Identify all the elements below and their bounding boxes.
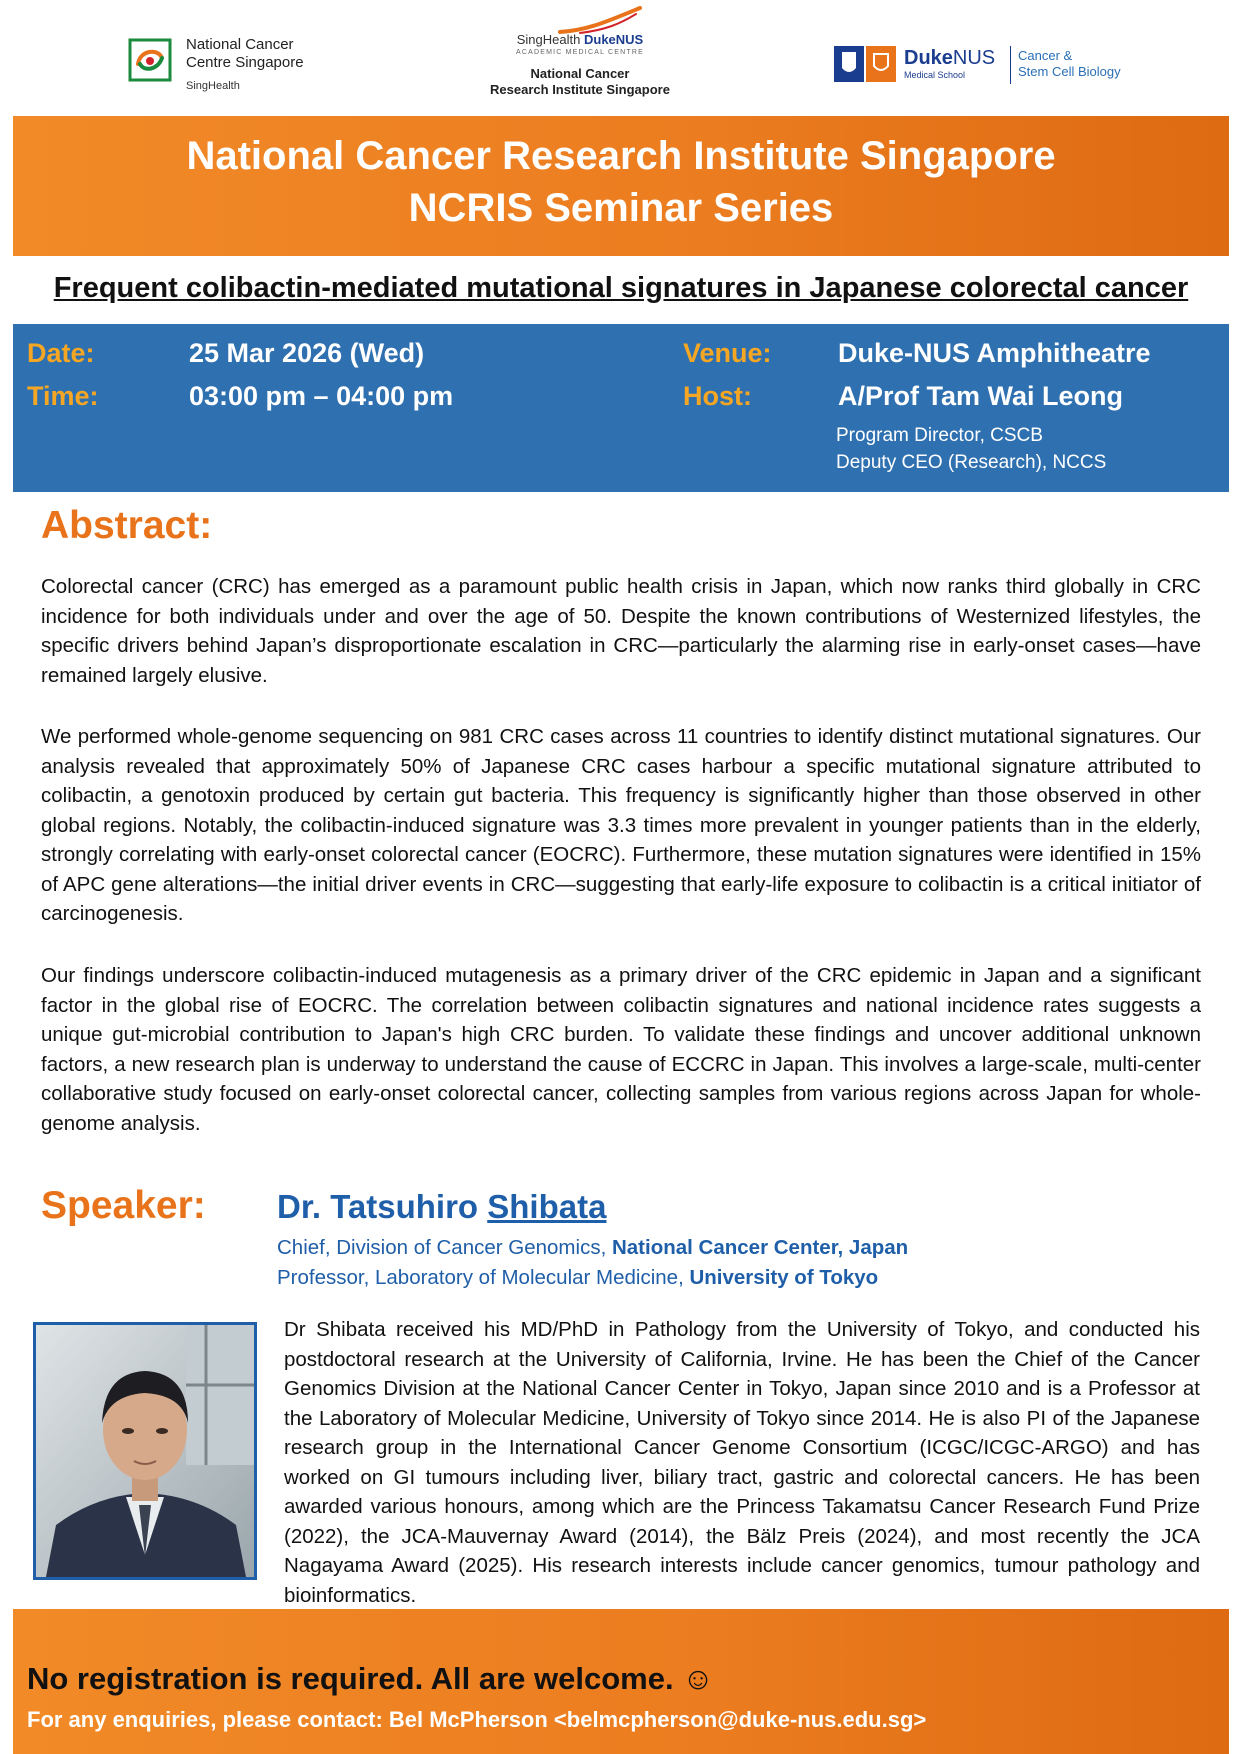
venue-value: Duke-NUS Amphitheatre: [838, 338, 1151, 368]
duke-medical-school: Medical School: [904, 70, 966, 80]
speaker-portrait-icon: [36, 1325, 254, 1577]
contact-line: For any enquiries, please contact: Bel McPherson <belmcpherson@duke-nus.edu.sg>: [27, 1707, 927, 1732]
abstract-paragraph-2: We performed whole-genome sequencing on 981 CRC cases across 11 countries to identify distinct mutational signatures. Our analysis revealed that approximately 50% of Japanese CRC cases harbour a specific mutational signature attributed to colibactin, a genotoxin produced by certain gut bacteria. This frequency is significantly higher than those observed in other global regions. Notably, the colibactin-induced signature was 3.3 times more prevalent in younger patients than in the elderly, strongly correlating with early-onset colorectal cancer (EOCRC). Furthermore, these mutation signatures were identified in 15% of APC gene alterations—the initial driver events in CRC—suggesting that early-life exposure to colibactin is a critical initiator of carcinogenesis.: [41, 725, 1201, 925]
speaker-bio: Dr Shibata received his MD/PhD in Pathology from the University of Tokyo, and conducted his postdoctoral research at the University of California, Irvine. He has been the Chief of the Cancer Genomics Division at the National Cancer Center in Tokyo, Japan since 2010 and is a Professor at the Laboratory of Molecular Medicine, University of Tokyo since 2014. He is also PI of the Japanese research group in the International Cancer Genome Consortium (ICGC/ICGC-ARGO) and has worked on GI tumours including liver, biliary tract, gastric and colorectal cancers. He has been awarded various honours, among which are the Princess Takamatsu Cancer Research Fund Prize (2022), the JCA-Mauvernay Award (2014), the Bälz Preis (2024), and most recently the JCA Nagayama Award (2025). His research interests include cancer genomics, tumour pathology and bioinformatics.: [284, 1318, 1200, 1607]
speaker-affiliation-2: [277, 1266, 878, 1290]
ncris-amc: ACADEMIC MEDICAL CENTRE: [515, 49, 645, 56]
host-role-1: Program Director, CSCB: [836, 425, 1043, 446]
speaker-name: [277, 1188, 606, 1226]
ncris-name-line1: National Cancer: [530, 66, 630, 81]
event-info-box: [13, 324, 1229, 492]
ncris-dukenus: DukeNUS: [583, 32, 644, 47]
ncc-singhealth: SingHealth: [186, 80, 240, 92]
registration-note: No registration is required. All are welcome. ☺: [27, 1661, 714, 1696]
cscb-line1: Cancer &: [1018, 48, 1073, 63]
date-value: 25 Mar 2026 (Wed): [189, 338, 425, 368]
ncris-logo: [470, 6, 690, 102]
date-label: Date:: [27, 338, 95, 368]
footer-banner: [13, 1609, 1229, 1754]
time-label: Time:: [27, 381, 99, 411]
nus-text: NUS: [952, 47, 996, 69]
venue-label: Venue:: [683, 338, 772, 368]
ncris-singhealth: SingHealth: [516, 32, 581, 47]
host-value: A/Prof Tam Wai Leong: [838, 381, 1124, 411]
logo-divider: [1010, 46, 1011, 84]
ncris-name-line2: Research Institute Singapore: [490, 82, 670, 97]
seminar-header: [13, 116, 1229, 256]
affiliation-2-org: University of Tokyo: [689, 1266, 879, 1289]
ncc-name-line2: Centre Singapore: [186, 54, 304, 71]
duke-text: Duke: [904, 47, 953, 69]
affiliation-1-org: National Cancer Center, Japan: [611, 1236, 909, 1259]
speaker-last-name: Shibata: [487, 1188, 607, 1225]
host-label: Host:: [683, 381, 752, 411]
logo-row: [0, 0, 1240, 112]
abstract-paragraph-3: Our findings underscore colibactin-induced mutagenesis as a primary driver of the CRC epidemic in Japan and a significant factor in the global rise of EOCRC. The correlation between colibactin signatures and national incidence rates suggests a unique gut-microbial contribution to Japan's high CRC burden. To validate these findings and uncover additional unknown factors, a new research plan is underway to understand the cause of ECCRC in Japan. This involves a large-scale, multi-center collaborative study focused on early-onset colorectal cancer, collecting samples from various regions across Japan for whole-genome analysis.: [41, 964, 1201, 1135]
host-role-2: Deputy CEO (Research), NCCS: [836, 452, 1107, 473]
time-value: 03:00 pm – 04:00 pm: [189, 381, 454, 411]
speaker-heading: Speaker:: [41, 1184, 206, 1227]
affiliation-1-role: Chief, Division of Cancer Genomics,: [277, 1236, 612, 1259]
speaker-affiliation-1: [277, 1236, 908, 1260]
duke-nus-logo: [834, 42, 1134, 92]
abstract-heading: Abstract:: [41, 504, 213, 547]
ncc-emblem-icon: [128, 38, 172, 82]
cscb-line2: Stem Cell Biology: [1018, 64, 1121, 79]
speaker-photo: [33, 1322, 257, 1580]
affiliation-2-role: Professor, Laboratory of Molecular Medicine,: [277, 1266, 690, 1289]
ncc-name-line1: National Cancer: [186, 36, 294, 53]
institute-title: National Cancer Research Institute Singapore: [186, 134, 1056, 178]
ncc-logo: [128, 34, 328, 98]
duke-nus-shield-icon: [834, 46, 898, 82]
series-title: NCRIS Seminar Series: [408, 186, 834, 230]
abstract-paragraph-1: Colorectal cancer (CRC) has emerged as a paramount public health crisis in Japan, which now ranks third globally in CRC incidence for both individuals under and over the age of 50. Despite the known contributions of Westernized lifestyles, the specific drivers behind Japan’s disproportionate escalation in CRC—particularly the alarming rise in early-onset cases—have remained largely elusive.: [41, 575, 1201, 687]
speaker-first-name: Dr. Tatsuhiro: [277, 1188, 488, 1225]
talk-title: Frequent colibactin-mediated mutational signatures in Japanese colorectal cancer: [53, 272, 1189, 304]
